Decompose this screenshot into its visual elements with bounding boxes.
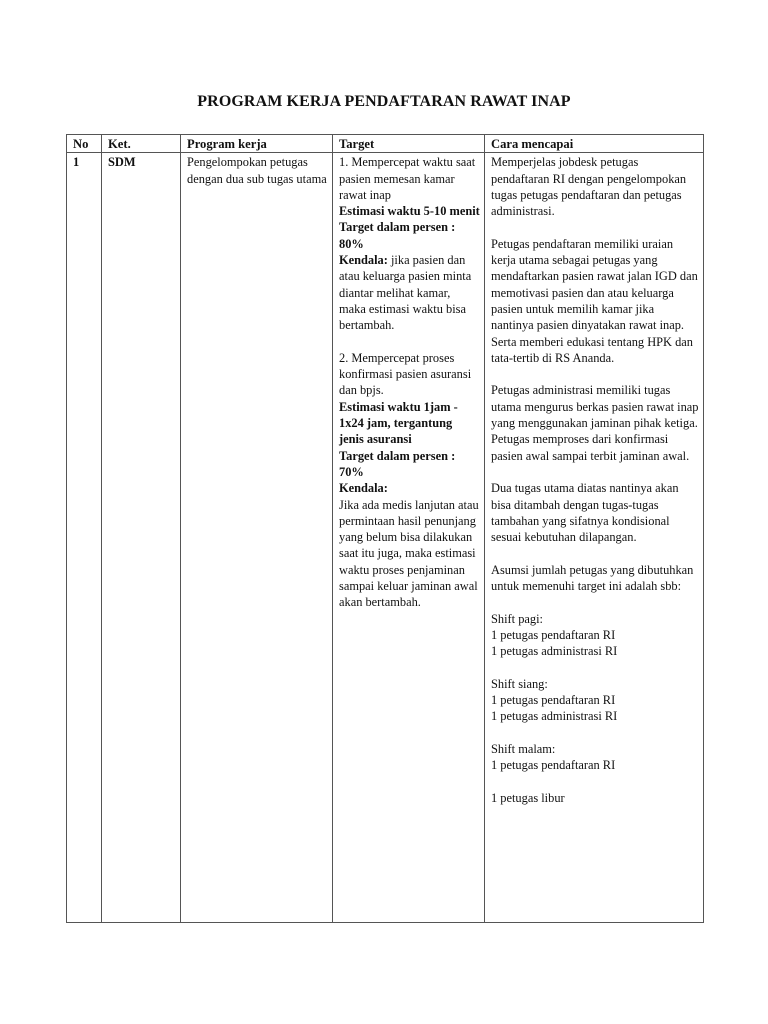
target-item-2-target: Target dalam persen : 70%	[339, 448, 456, 479]
header-cara-mencapai: Cara mencapai	[485, 135, 704, 153]
cara-paragraph-2: Petugas pendaftaran memiliki uraian kerja utama sebagai petugas yang mendaftarkan pasien rawat jalan IGD dan memotivasi pasien dan atau keluarga pasien untuk memilih kamar jika nantinya pasien dinyatakan rawat inap. Serta memberi edukasi tentang HPK dan tata-tertib di RS Ananda.	[491, 236, 698, 365]
cara-paragraph-3: Petugas administrasi memiliki tugas utama mengurus berkas pasien rawat inap yang menggunakan jaminan pihak ketiga. Petugas memproses dari konfirmasi pasien awal sampai terbit jaminan awal.	[491, 383, 699, 463]
cara-paragraph-4: Dua tugas utama diatas nantinya akan bisa ditambah dengan tugas-tugas tambahan yang sifatnya kondisional sesuai kebutuhan dilapangan.	[491, 481, 679, 545]
cara-paragraph-5: Asumsi jumlah petugas yang dibutuhkan untuk memenuhi target ini adalah sbb:	[491, 562, 694, 594]
shift-pagi-item: 1 petugas pendaftaran RI	[491, 627, 616, 642]
kendala-text: jika pasien dan atau keluarga pasien minta diantar melihat kamar, maka estimasi waktu bisa bertambah.	[339, 253, 472, 333]
target-item-2-kendala-label: Kendala:	[339, 481, 388, 496]
libur-item: 1 petugas libur	[491, 790, 565, 805]
cell-no: 1	[67, 153, 102, 923]
shift-siang-label: Shift siang:	[491, 676, 548, 691]
cara-paragraph-1: Memperjelas jobdesk petugas pendaftaran RI dengan pengelompokan tugas petugas pendaftaran dan petugas administrasi.	[491, 155, 687, 219]
target-item-1-kendala	[339, 252, 480, 333]
shift-pagi-label: Shift pagi:	[491, 611, 543, 626]
header-target: Target	[333, 135, 485, 153]
table-row	[67, 153, 704, 923]
cell-cara-mencapai	[485, 153, 704, 923]
cell-ket: SDM	[102, 153, 181, 923]
shift-pagi-item: 1 petugas administrasi RI	[491, 644, 618, 659]
target-item-1-text: 1. Mempercepat waktu saat pasien memesan kamar rawat inap	[339, 155, 476, 202]
table-header-row	[67, 135, 704, 153]
header-program-kerja: Program kerja	[181, 135, 333, 153]
cell-program-kerja: Pengelompokan petugas dengan dua sub tugas utama	[181, 153, 333, 923]
cell-target	[333, 153, 485, 923]
shift-malam-label: Shift malam:	[491, 741, 556, 756]
page-title: PROGRAM KERJA PENDAFTARAN RAWAT INAP	[197, 93, 571, 110]
shift-malam-item: 1 petugas pendaftaran RI	[491, 758, 616, 773]
shift-siang-item: 1 petugas administrasi RI	[491, 709, 618, 724]
header-no: No	[67, 135, 102, 153]
target-item-2-estimasi: Estimasi waktu 1jam - 1x24 jam, tergantung jenis asuransi	[339, 399, 458, 447]
kendala-label: Kendala:	[339, 253, 388, 268]
header-ket: Ket.	[102, 135, 181, 153]
target-item-2-text: 2. Mempercepat proses konfirmasi pasien asuransi dan bpjs.	[339, 350, 472, 398]
shift-siang-item: 1 petugas pendaftaran RI	[491, 693, 616, 708]
target-item-1-estimasi: Estimasi waktu 5-10 menit	[339, 204, 480, 219]
target-item-1-target: Target dalam persen : 80%	[339, 220, 456, 251]
target-item-2-kendala-text: Jika ada medis lanjutan atau permintaan hasil penunjang yang belum bisa dilakukan saat itu juga, maka estimasi waktu proses penjaminan sampai keluar jaminan awal akan bertambah.	[339, 497, 479, 610]
work-program-table	[66, 134, 704, 923]
